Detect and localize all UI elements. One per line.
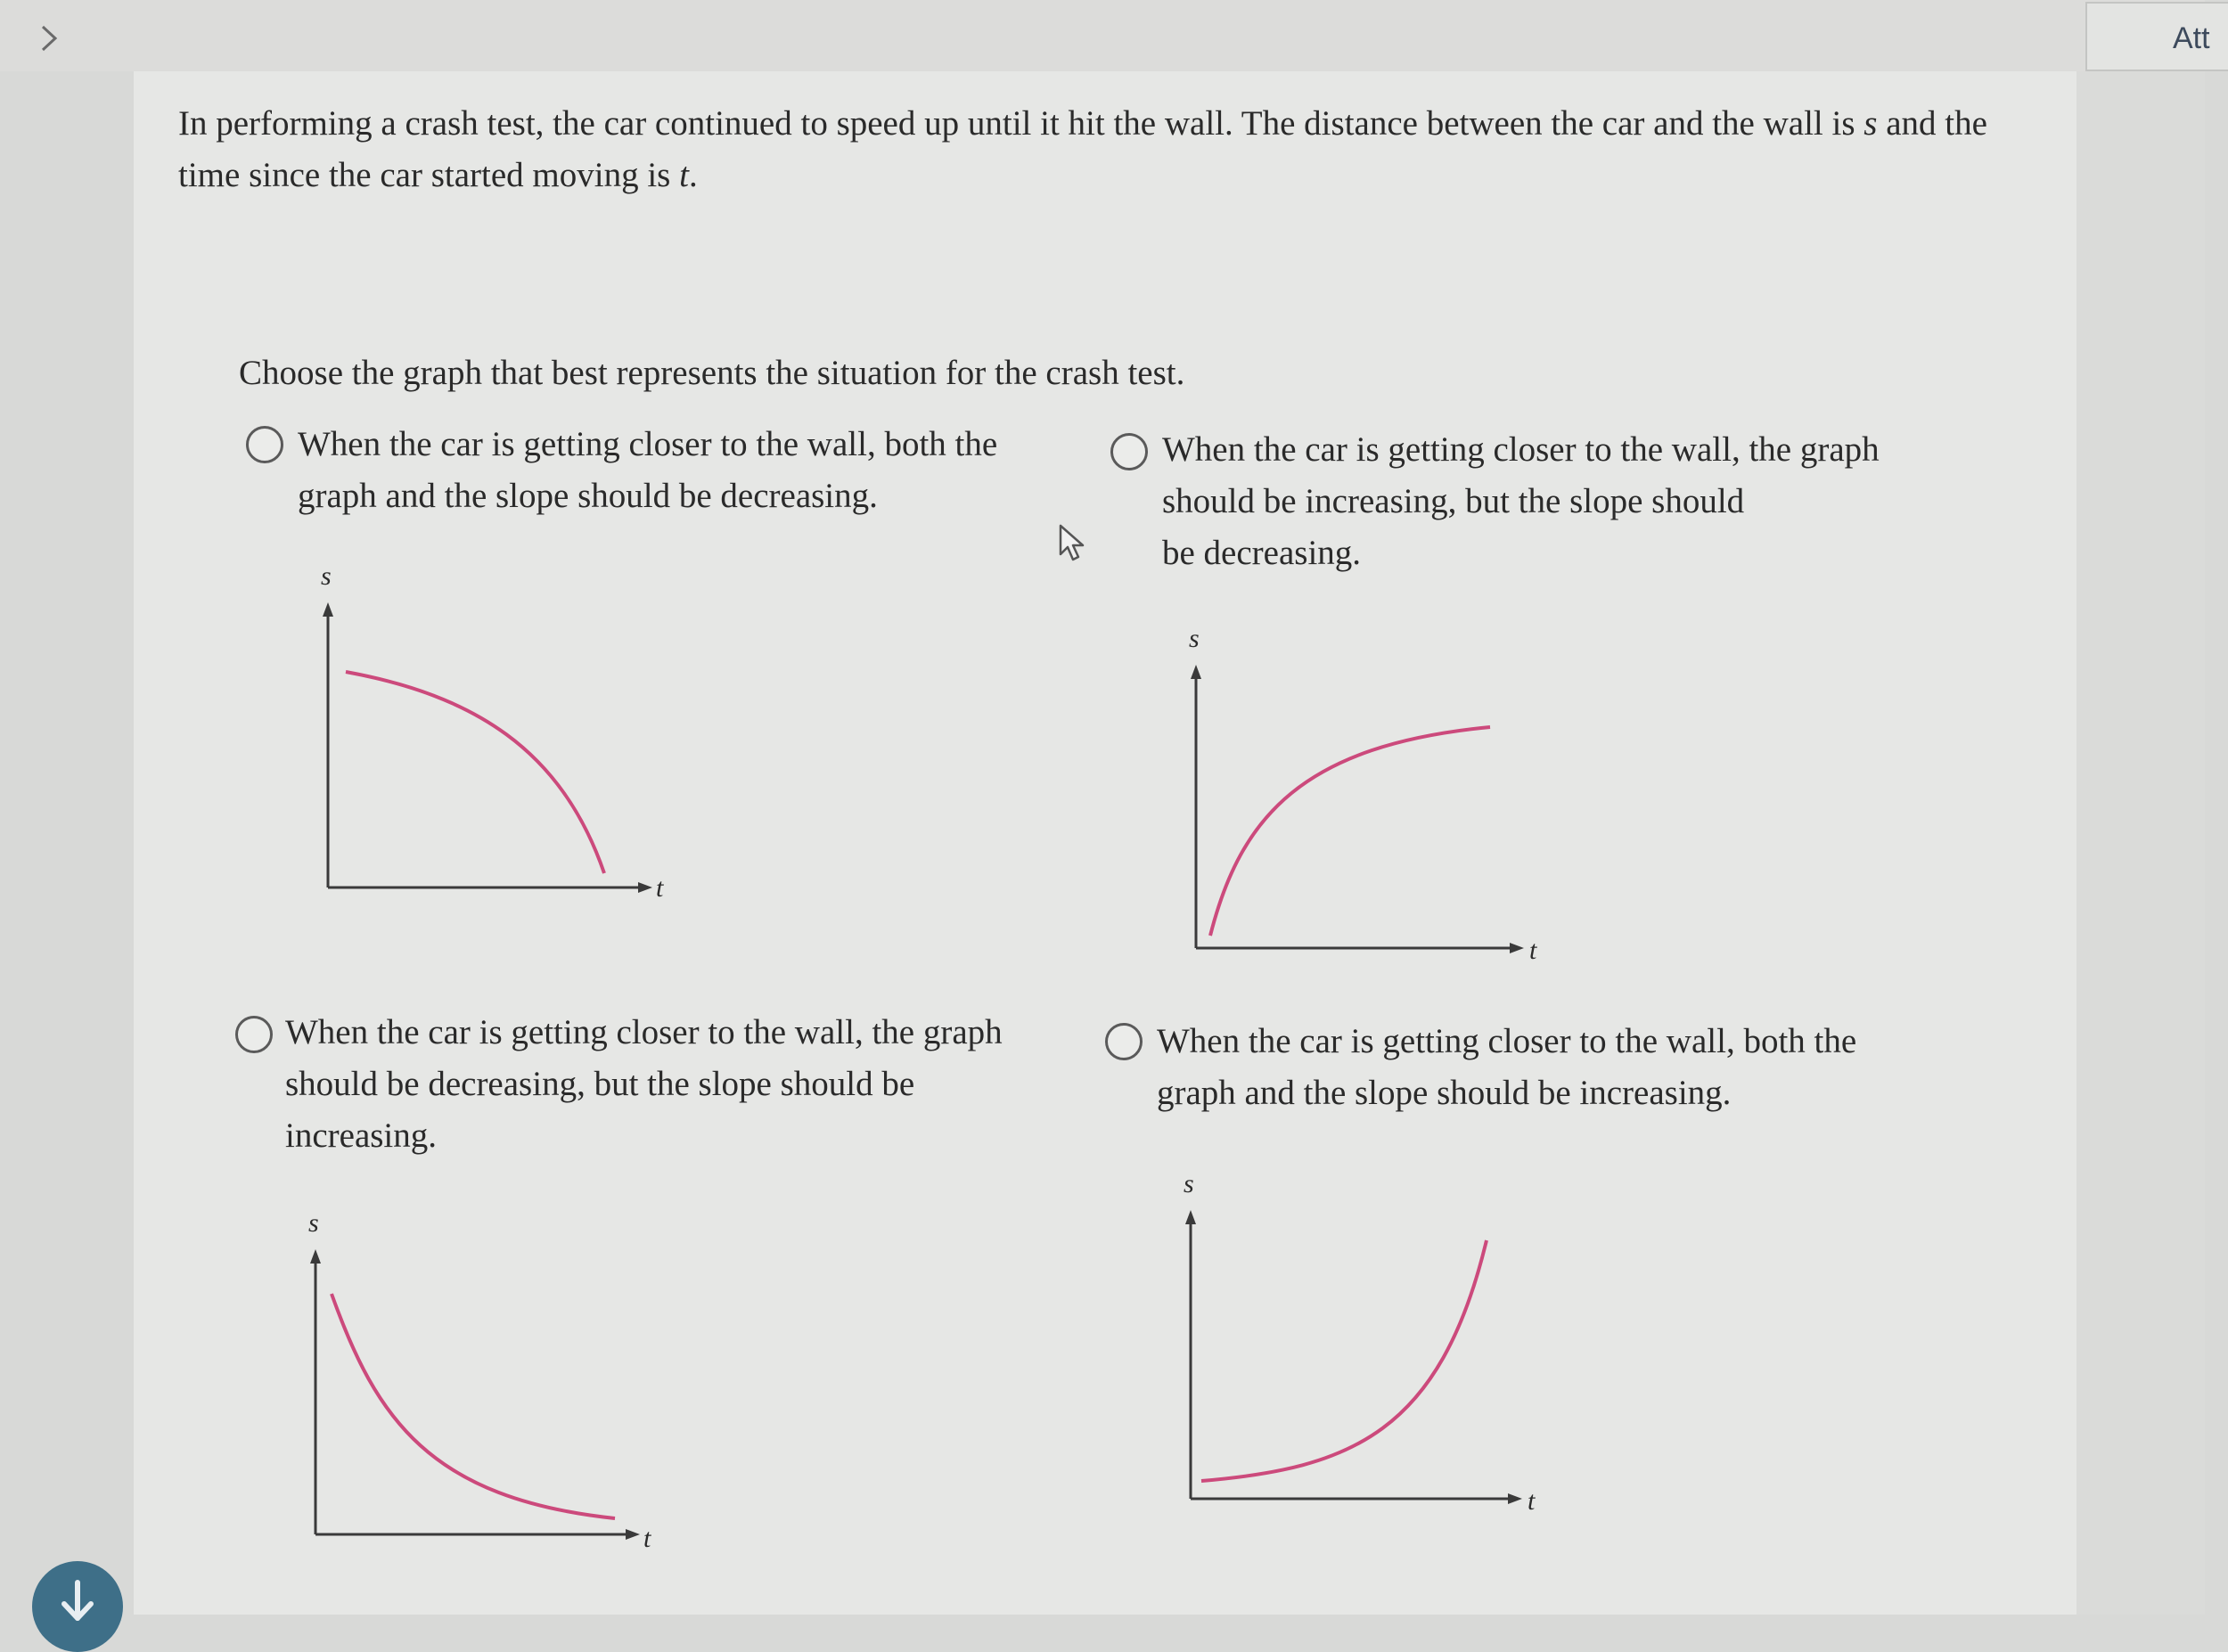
mouse-cursor-icon <box>1057 522 1089 565</box>
graph-c-y-label: s <box>308 1208 319 1238</box>
var-s: s <box>1863 104 1878 143</box>
right-margin <box>2076 71 2205 1615</box>
option-d[interactable] <box>1103 1016 1959 1132</box>
graph-d-curve <box>1201 1240 1487 1481</box>
graph-a-curve <box>346 672 604 873</box>
graph-b-curve <box>1210 727 1490 936</box>
graph-d-svg <box>1155 1165 1547 1522</box>
top-bar <box>0 0 2205 71</box>
graph-a <box>294 561 686 909</box>
graph-b <box>1160 620 1552 977</box>
expand-panel-button[interactable] <box>32 16 68 61</box>
graph-d-y-arrow <box>1185 1210 1196 1224</box>
option-b[interactable] <box>1109 424 1964 585</box>
graph-b-x-arrow <box>1510 943 1524 953</box>
option-d-text: When the car is getting closer to the wall, both the graph and the slope should be increasing. <box>1157 1022 1857 1112</box>
graph-a-svg <box>294 561 686 909</box>
graph-a-y-arrow <box>323 602 333 617</box>
chevron-right-icon <box>32 16 68 61</box>
graph-b-y-label: s <box>1189 624 1200 653</box>
prompt-text: Choose the graph that best represents the situation for the crash test. <box>239 354 1185 392</box>
download-button[interactable] <box>32 1561 123 1652</box>
radio-button-d[interactable] <box>1105 1023 1143 1060</box>
option-a-text: When the car is getting closer to the wall, both the graph and the slope should be decreasing. <box>298 425 998 515</box>
graph-b-svg <box>1160 620 1552 977</box>
side-tab-button[interactable]: Att <box>2085 2 2228 71</box>
graph-c-curve <box>332 1294 615 1518</box>
graph-d-x-label: t <box>1528 1486 1536 1516</box>
option-c[interactable] <box>232 1007 1061 1167</box>
question-text: In performing a crash test, the car continued to speed up until it hit the wall. The distance between the car and the wall is s and the time since the car started moving is t. <box>178 104 1987 194</box>
graph-c-x-label: t <box>643 1524 651 1553</box>
graph-b-y-arrow <box>1191 665 1201 679</box>
graph-d <box>1155 1165 1547 1522</box>
option-b-text: When the car is getting closer to the wall, the graph should be increasing, but the slope should be decreasing. <box>1162 430 1880 572</box>
radio-button-c[interactable] <box>235 1016 273 1053</box>
graph-c <box>278 1205 670 1561</box>
var-t: t <box>679 156 689 194</box>
graph-c-y-arrow <box>310 1249 321 1264</box>
graph-a-y-label: s <box>321 561 332 591</box>
download-arrow-icon <box>55 1577 100 1631</box>
graph-c-x-arrow <box>626 1529 640 1540</box>
graph-c-svg <box>278 1205 670 1561</box>
graph-d-x-arrow <box>1508 1493 1522 1504</box>
graph-a-x-arrow <box>638 882 652 893</box>
option-a[interactable] <box>241 419 1043 535</box>
radio-button-a[interactable] <box>246 426 283 463</box>
graph-a-x-label: t <box>656 873 664 903</box>
option-c-text: When the car is getting closer to the wall, the graph should be decreasing, but the slope should be increasing. <box>285 1013 1003 1155</box>
radio-button-b[interactable] <box>1110 433 1148 470</box>
graph-b-x-label: t <box>1529 936 1537 965</box>
graph-d-y-label: s <box>1184 1169 1194 1198</box>
